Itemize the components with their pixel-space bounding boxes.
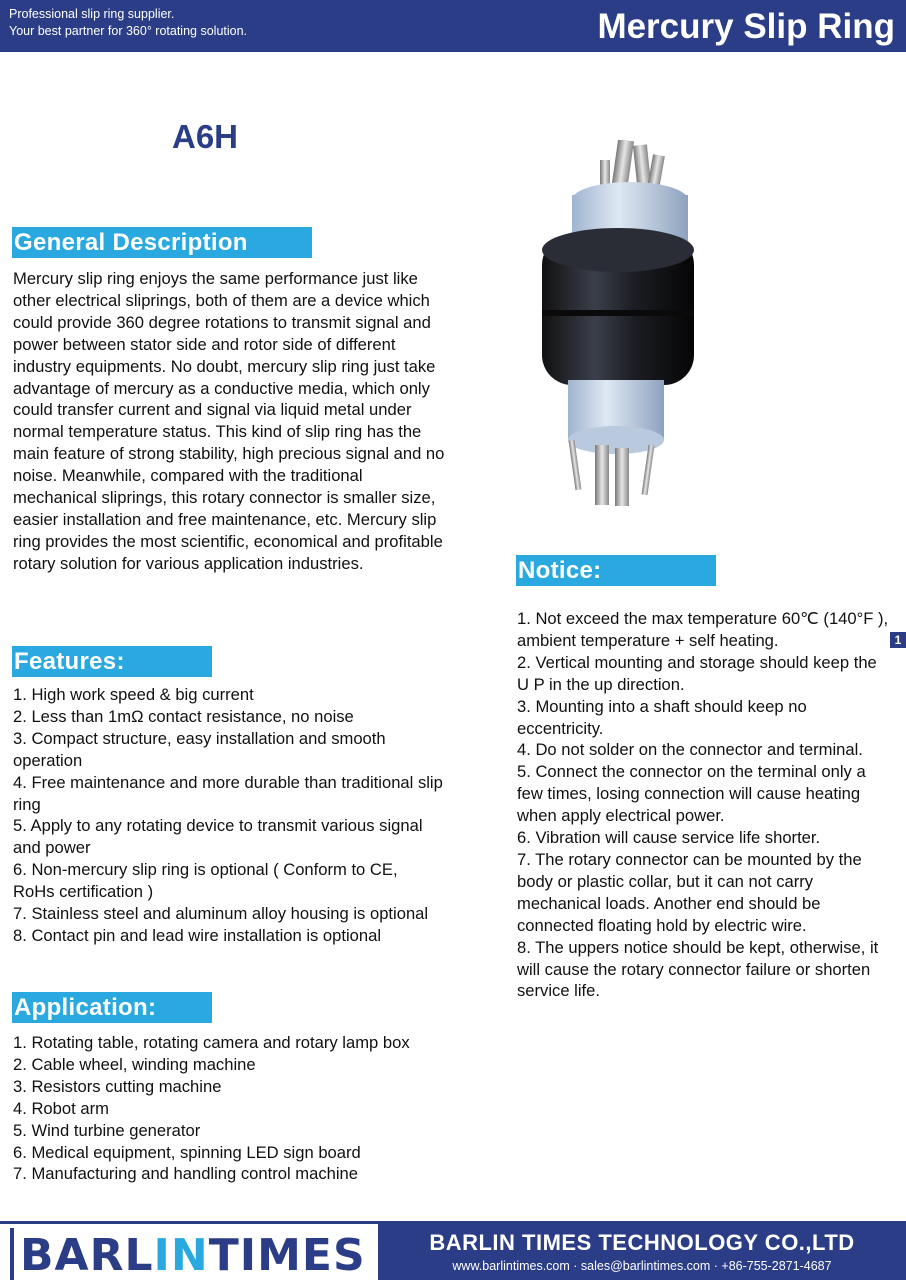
notice-item: 4. Do not solder on the connector and terminal. xyxy=(517,740,863,760)
feature-item: 5. Apply to any rotating device to transmit various signal and power xyxy=(13,816,423,858)
notice-item: 6. Vibration will cause service life shorter. xyxy=(517,828,821,848)
tagline-line-2: Your best partner for 360° rotating solution. xyxy=(9,24,248,38)
application-item: 4. Robot arm xyxy=(13,1098,109,1118)
tagline-line-1: Professional slip ring supplier. xyxy=(9,7,175,21)
notice-heading: Notice: xyxy=(516,555,716,586)
feature-item: 2. Less than 1mΩ contact resistance, no noise xyxy=(13,706,354,726)
application-item: 2. Cable wheel, winding machine xyxy=(13,1054,256,1074)
footer-accent-bar xyxy=(10,1228,14,1280)
logo-text-1: BARL xyxy=(20,1230,154,1281)
notice-item: 3. Mounting into a shaft should keep no eccentricity. xyxy=(517,696,807,738)
application-item: 6. Medical equipment, spinning LED sign board xyxy=(13,1142,361,1162)
feature-item: 3. Compact structure, easy installation and smooth operation xyxy=(13,728,386,770)
logo-text-3: TIMES xyxy=(208,1230,366,1281)
notice-item: 5. Connect the connector on the terminal only a few times, losing connection will cause heating when apply electrical power. xyxy=(517,762,866,826)
feature-item: 1. High work speed & big current xyxy=(13,685,254,704)
feature-item: 6. Non-mercury slip ring is optional ( Conform to CE, RoHs certification ) xyxy=(13,860,398,902)
logo-text-2: IN xyxy=(153,1230,209,1281)
slip-ring-product-image xyxy=(520,140,700,530)
tagline xyxy=(9,6,247,40)
notice-item: 7. The rotary connector can be mounted by the body or plastic collar, but it can not carry mechanical loads. Another end should be connected floating hold by electric wire. xyxy=(517,849,862,935)
application-item: 1. Rotating table, rotating camera and rotary lamp box xyxy=(13,1033,410,1052)
notice-item: 1. Not exceed the max temperature 60℃ (140°F ), ambient temperature + self heating. xyxy=(517,609,889,650)
notice-list xyxy=(517,608,889,1002)
feature-item: 7. Stainless steel and aluminum alloy housing is optional xyxy=(13,904,429,924)
model-number: A6H xyxy=(172,118,239,155)
feature-item: 8. Contact pin and lead wire installation is optional xyxy=(13,925,382,945)
notice-item: 2. Vertical mounting and storage should keep the U P in the up direction. xyxy=(517,652,877,694)
application-item: 3. Resistors cutting machine xyxy=(13,1076,222,1096)
general-description-heading: General Description xyxy=(12,227,312,258)
page-number: 1 xyxy=(890,632,906,648)
application-item: 7. Manufacturing and handling control machine xyxy=(13,1164,359,1184)
barlintimes-logo xyxy=(20,1232,366,1280)
general-description-text: Mercury slip ring enjoys the same performance just like other electrical sliprings, both of them are a device which could provide 360 degree rotations to transmit signal and power between stator side and rotor side of different industry equipments. No doubt, mercury slip ring just take advantage of mercury as a conductive media, which only could transfer current and signal via liquid metal under normal temperature status. This kind of slip ring has the main feature of strong stability, high precious signal and no noise. Meanwhile, compared with the traditional mechanical sliprings, this rotary connector is smaller size, easier installation and free maintenance, etc. Mercury slip ring provides the most scientific, economical and profitable rotary solution for various application industries. xyxy=(13,269,445,573)
footer-company-bar xyxy=(378,1224,906,1280)
company-name: BARLIN TIMES TECHNOLOGY CO.,LTD xyxy=(429,1230,855,1255)
features-list xyxy=(13,684,443,947)
notice-item: 8. The uppers notice should be kept, otherwise, it will cause the rotary connector failure or shorten service life. xyxy=(517,937,879,1001)
application-list xyxy=(13,1032,433,1185)
header-bar xyxy=(0,0,906,52)
application-item: 5. Wind turbine generator xyxy=(13,1120,201,1140)
application-heading: Application: xyxy=(12,992,212,1023)
feature-item: 4. Free maintenance and more durable than traditional slip ring xyxy=(13,772,443,814)
features-heading: Features: xyxy=(12,646,212,677)
document-title: Mercury Slip Ring xyxy=(597,7,895,46)
contact-info: www.barlintimes.com · sales@barlintimes.com · +86-755-2871-4687 xyxy=(452,1259,832,1273)
